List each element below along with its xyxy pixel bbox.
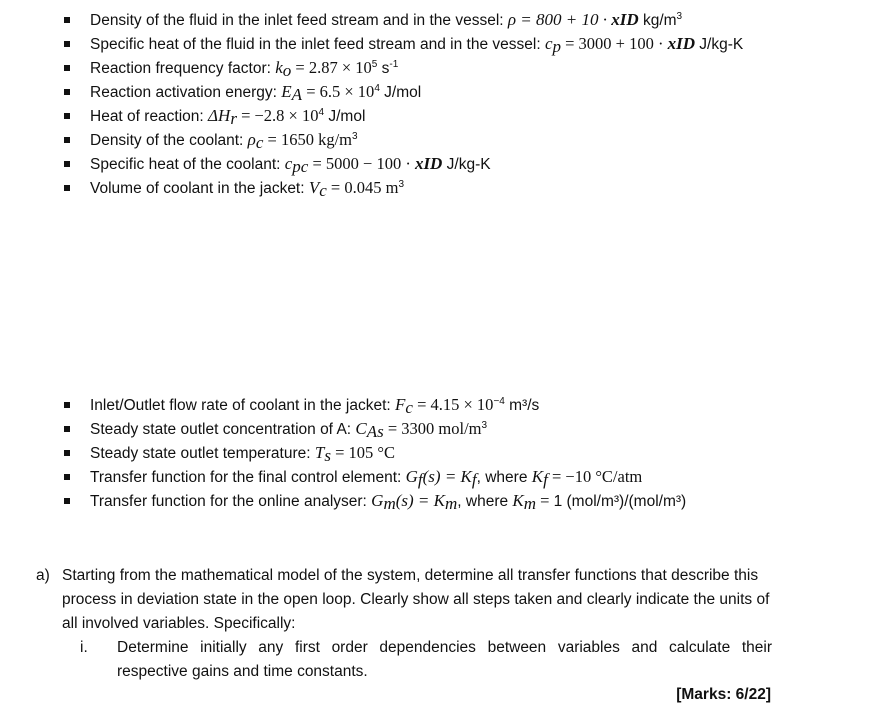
item-math: = −2.8 × 10: [236, 106, 319, 125]
item-sub: f: [543, 470, 548, 489]
item-math-bold: xID: [414, 154, 443, 173]
item-label: Density of the fluid in the inlet feed stream and in the vessel:: [90, 12, 508, 29]
item-text: [90, 56, 398, 81]
item-sub: m: [523, 494, 537, 513]
item-sup: -1: [389, 59, 399, 70]
list-item: [0, 152, 872, 176]
item-sub: p: [552, 37, 561, 56]
item-sup: 3: [676, 11, 683, 22]
item-label: , where: [476, 469, 532, 486]
item-math: = 3300 mol/m: [383, 419, 482, 438]
item-sup: 3: [398, 179, 404, 190]
subquestion-text: Determine initially any first order dependencies between variables and calculate their respective gains and time constants.: [117, 639, 772, 680]
item-label: Transfer function for the final control element:: [90, 469, 406, 486]
item-label: Heat of reaction:: [90, 108, 209, 125]
item-math: (s) = K: [422, 467, 472, 486]
item-sub: o: [282, 61, 292, 80]
bullet-icon: [64, 161, 70, 167]
item-text: [90, 465, 642, 490]
item-math: = 5000 − 100 ·: [308, 154, 415, 173]
item-math: (s) = K: [395, 491, 445, 510]
item-math: = 0.045 m: [326, 178, 399, 197]
bullet-icon: [64, 426, 70, 432]
item-math-bold: xID: [667, 34, 695, 53]
item-label: Steady state outlet temperature:: [90, 445, 315, 462]
item-sub: m: [444, 494, 458, 513]
item-math: T: [314, 443, 325, 462]
bullet-icon: [64, 498, 70, 504]
list-item: [0, 489, 872, 513]
item-math: c: [284, 154, 293, 173]
item-sub: r: [230, 109, 237, 128]
bullet-icon: [64, 113, 70, 119]
item-text: [90, 393, 539, 418]
bullet-icon: [64, 137, 70, 143]
subquestion-label: i.: [80, 639, 88, 656]
bullet-icon: [64, 65, 70, 71]
item-unit: 1 (mol/m³)/(mol/m³): [553, 493, 687, 510]
item-math: = −10 °C/atm: [547, 467, 643, 486]
list-item: [0, 393, 872, 417]
item-label: Specific heat of the fluid in the inlet feed stream and in the vessel:: [90, 36, 545, 53]
item-label: Reaction activation energy:: [90, 84, 282, 101]
item-label: , where: [457, 493, 513, 510]
item-math: C: [355, 419, 367, 438]
item-sub: f: [471, 470, 477, 489]
list-item: [0, 56, 872, 80]
item-math: V: [308, 178, 320, 197]
item-label: Inlet/Outlet flow rate of coolant in the jacket:: [90, 397, 395, 414]
item-text: [90, 32, 743, 57]
item-math: G: [405, 467, 418, 486]
list-item: [0, 80, 872, 104]
item-text: [90, 417, 487, 442]
item-sub: f: [417, 470, 423, 489]
item-math: G: [371, 491, 384, 510]
list-item: [0, 104, 872, 128]
item-unit: J/kg-K: [442, 156, 491, 173]
item-unit: J/mol: [324, 108, 366, 125]
item-math: ρ: [247, 130, 256, 149]
item-text: [90, 104, 365, 129]
item-math: = 4.15 × 10: [412, 395, 494, 414]
bullet-icon: [64, 185, 70, 191]
bullet-icon: [64, 450, 70, 456]
item-label: Specific heat of the coolant:: [90, 156, 285, 173]
marks-label: [Marks: 6/22]: [676, 686, 771, 703]
parameter-list-1: [0, 8, 872, 200]
item-unit: s: [377, 60, 390, 77]
item-sub: c: [405, 398, 413, 417]
bullet-icon: [64, 402, 70, 408]
list-item: [0, 417, 872, 441]
item-sub: m: [383, 494, 396, 513]
item-sub: c: [255, 133, 264, 152]
item-unit: J/mol: [379, 84, 422, 101]
item-sub: A: [291, 85, 303, 104]
item-math: ρ = 800 + 10 ·: [507, 10, 612, 29]
item-text: [90, 80, 421, 105]
item-text: [90, 152, 491, 177]
item-text: [90, 441, 395, 466]
list-item: [0, 176, 872, 200]
item-math: E: [281, 82, 292, 101]
item-label: Transfer function for the online analyser:: [90, 493, 372, 510]
item-label: Volume of coolant in the jacket:: [90, 180, 309, 197]
item-sub: pc: [292, 157, 309, 176]
item-sup: −4: [493, 396, 505, 407]
item-math: = 6.5 × 10: [302, 82, 375, 101]
parameter-list-2: [0, 393, 872, 513]
item-text: [90, 176, 404, 201]
item-math: k: [275, 58, 283, 77]
item-math: = 3000 + 100 ·: [560, 34, 668, 53]
list-item: [0, 441, 872, 465]
item-math: ΔH: [208, 106, 231, 125]
list-item: [0, 8, 872, 32]
item-unit: kg/m: [638, 12, 677, 29]
item-label: Steady state outlet concentration of A:: [90, 421, 356, 438]
item-sup: 5: [371, 59, 378, 70]
item-math: =: [536, 491, 554, 510]
question-label: a): [36, 567, 50, 584]
item-sub: c: [319, 181, 327, 200]
item-text: [90, 8, 682, 33]
item-math: = 1650 kg/m: [263, 130, 352, 149]
item-sup: 3: [352, 131, 358, 142]
item-sub: s: [324, 446, 331, 465]
item-text: [90, 128, 358, 153]
item-sup: 4: [374, 83, 380, 94]
item-math: = 2.87 × 10: [291, 58, 372, 77]
item-text: [90, 489, 686, 514]
item-sup: 4: [318, 107, 325, 118]
item-label: Reaction frequency factor:: [90, 60, 276, 77]
list-item: [0, 465, 872, 489]
bullet-icon: [64, 41, 70, 47]
item-sup: 3: [481, 420, 488, 431]
item-math: c: [544, 34, 553, 53]
bullet-icon: [64, 17, 70, 23]
bullet-icon: [64, 474, 70, 480]
item-label: Density of the coolant:: [90, 132, 248, 149]
item-math: K: [512, 491, 524, 510]
item-unit: J/kg-K: [695, 36, 744, 53]
item-math: F: [395, 395, 406, 414]
item-math-bold: xID: [611, 10, 639, 29]
item-sub: As: [366, 422, 384, 441]
item-math: = 105 °C: [330, 443, 396, 462]
list-item: [0, 32, 872, 56]
bullet-icon: [64, 89, 70, 95]
item-unit: m³/s: [504, 397, 540, 414]
list-item: [0, 128, 872, 152]
question-text: Starting from the mathematical model of the system, determine all transfer functions that describe this process in deviation state in the open loop. Clearly show all steps taken and clearly indicate the units of all involved variables. Specifically:: [62, 567, 770, 632]
item-math: K: [531, 467, 544, 486]
